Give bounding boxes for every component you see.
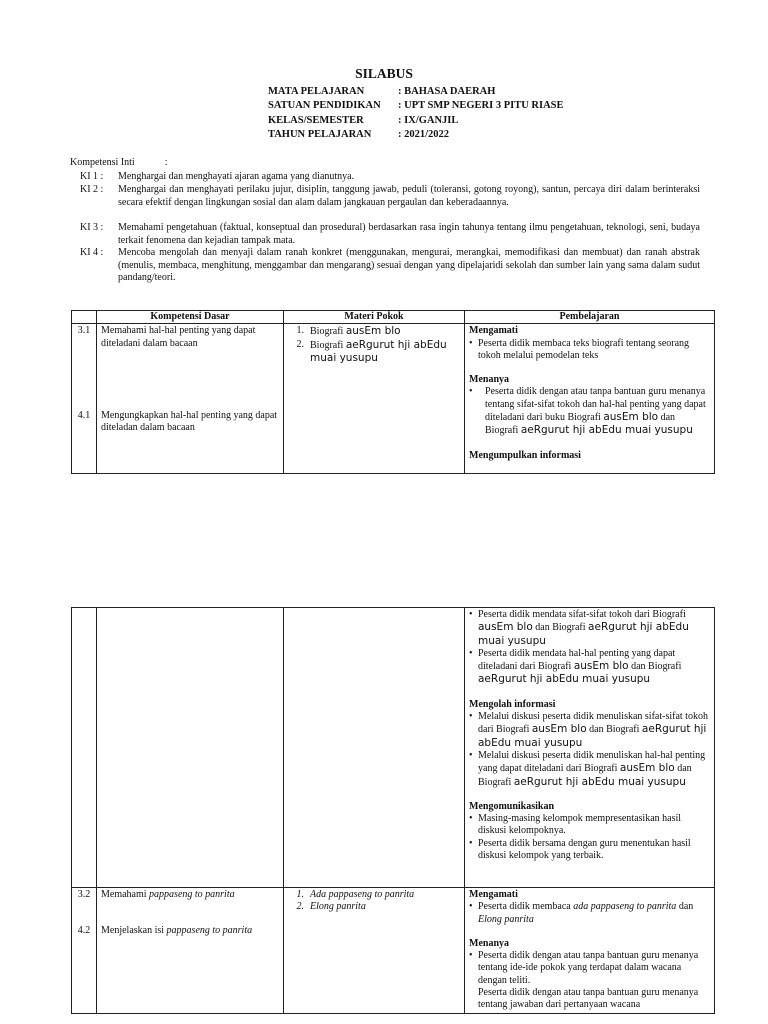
section-menanya: Menanya: [469, 374, 509, 386]
pembelajaran-cell: [465, 888, 715, 1014]
table-row: [72, 324, 715, 474]
ki-item-2: KI 2 : Menghargai dan menghayati perilaku jujur, disiplin, tanggung jawab, peduli (toleransi, gotong royong), santun, percaya diri dalam berinteraksi secara efektif dengan lingkungan sosial dan alam dalam jangkauan pergaulan dan keberadaannya.: [80, 184, 700, 208]
syllabus-table-page-2: [71, 607, 715, 1014]
syllabus-meta: [268, 85, 564, 142]
materi-cell: [284, 888, 465, 1014]
table-row: [72, 888, 715, 1014]
pembelajaran-cell: [465, 608, 715, 888]
ki-heading: Kompetensi Inti :: [70, 157, 168, 168]
header-pembelajaran: Pembelajaran: [465, 311, 715, 324]
header-kompetensi-dasar: Kompetensi Dasar: [97, 311, 284, 324]
list-item: • Masing-masing kelompok mempresentasikan hasil diskusi kelompoknya.: [469, 813, 710, 838]
document-title: SILABUS: [355, 66, 413, 81]
meta-row-school: SATUAN PENDIDIKAN : UPT SMP NEGERI 3 PITU RIASE: [268, 100, 564, 112]
header-materi-pokok: Materi Pokok: [284, 311, 465, 324]
section-menanya: Menanya: [469, 937, 509, 949]
kd-cell: [97, 324, 284, 474]
section-mengomunikasikan: Mengomunikasikan: [469, 800, 555, 812]
list-item: • Peserta didik dengan atau tanpa bantuan guru menanya tentang sifat-sifat tokoh dan hal-hal penting yang dapat diteladani dari buku Biografi ausEm blo dan Biografi aeRgurut hji abEdu muai yusupu: [469, 386, 710, 437]
kd-3-2: Memahami pappaseng to panrita: [101, 889, 235, 900]
syllabus-table-page-1: [71, 310, 715, 474]
list-item: • Peserta didik mendata sifat-sifat tokoh dari Biografi ausEm blo dan Biografi aeRgurut hji abEdu muai yusupu: [469, 609, 710, 648]
kd-4-1: Mengungkapkan hal-hal penting yang dapat diteladan dalam bacaan: [101, 409, 278, 434]
materi-list: [288, 325, 460, 365]
kd-cell: [97, 888, 284, 1014]
kd-numbers: 3.1 4.1: [72, 324, 97, 474]
meta-row-subject: MATA PELAJARAN : BAHASA DAERAH: [268, 86, 496, 97]
materi-cell: [284, 324, 465, 474]
materi-list: [288, 889, 460, 914]
table-row: [72, 608, 715, 888]
ki-item-3: KI 3 : Memahami pengetahuan (faktual, konseptual dan prosedural) berdasarkan rasa ingin tahunya tentang ilmu pengetahuan, teknologi, seni, budaya terkait fenomena dan kejadian tampak mata.: [80, 222, 700, 246]
list-item: • Melalui diskusi peserta didik menuliskan sifat-sifat tokoh dari Biografi ausEm blo dan Biografi aeRgurut hji abEdu muai yusupu: [469, 711, 710, 750]
meta-row-year: TAHUN PELAJARAN : 2021/2022: [268, 128, 450, 140]
list-item: 2. Biografi aeRgurut hji abEdu muai yusupu: [296, 338, 447, 364]
list-item: • Peserta didik dengan atau tanpa bantuan guru menanya tentang ide-ide pokok yang terdapat dalam wacana dengan teliti.: [469, 950, 710, 987]
pembelajaran-cell: [465, 324, 715, 474]
section-mengolah: Mengolah informasi: [469, 698, 556, 710]
list-item: • Peserta didik membaca teks biografi tentang seorang tokoh melalui pemodelan teks: [469, 338, 710, 363]
section-mengumpulkan: Mengumpulkan informasi: [469, 449, 581, 461]
kd-numbers: 3.2 4.2: [72, 888, 97, 1014]
list-item: • Peserta didik mendata hal-hal penting yang dapat diteladani dari Biografi ausEm blo dan Biografi aeRgurut hji abEdu muai yusupu: [469, 648, 710, 687]
list-item: • Melalui diskusi peserta didik menuliskan hal-hal penting yang dapat diteladani dari Biografi ausEm blo dan Biografi aeRgurut hji abEdu muai yusupu: [469, 750, 710, 789]
header-number: [72, 311, 97, 324]
kd-3-1: Memahami hal-hal penting yang dapat diteladani dalam bacaan: [101, 325, 256, 349]
list-item-continuation: Peserta didik dengan atau tanpa bantuan guru menanya tentang jawaban dari pertanyaan wacana: [478, 987, 699, 1011]
meta-row-class: KELAS/SEMESTER : IX/GANJIL: [268, 114, 459, 126]
list-item: 1. Biografi ausEm blo: [296, 325, 401, 338]
ki-item-1: KI 1 : Menghargai dan menghayati ajaran agama yang dianutnya.: [80, 171, 355, 182]
list-item: • Peserta didik membaca ada pappaseng to panrita dan Elong panrita: [469, 901, 710, 926]
section-mengamati: Mengamati: [469, 325, 518, 337]
list-item: 2. Elong panrita: [296, 901, 366, 913]
table-header-row: [72, 311, 715, 324]
list-item: 1. Ada pappaseng to panrita: [296, 889, 415, 900]
ki-item-4: KI 4 : Mencoba mengolah dan menyaji dalam ranah konkret (menggunakan, mengurai, merangkai, memodifikasi dan membuat) dan ranah abstrak (menulis, membaca, menghitung, menggambar dan mengarang) sesuai dengan yang dipelajaridi sekolah dan sumber lain yang sama dalam sudut pandang/teori.: [80, 247, 700, 284]
kd-4-2: Menjelaskan isi pappaseng to panrita: [101, 925, 253, 937]
section-mengamati: Mengamati: [469, 889, 518, 900]
list-item: • Peserta didik bersama dengan guru menentukan hasil diskusi kelompok yang terbaik.: [469, 838, 710, 863]
